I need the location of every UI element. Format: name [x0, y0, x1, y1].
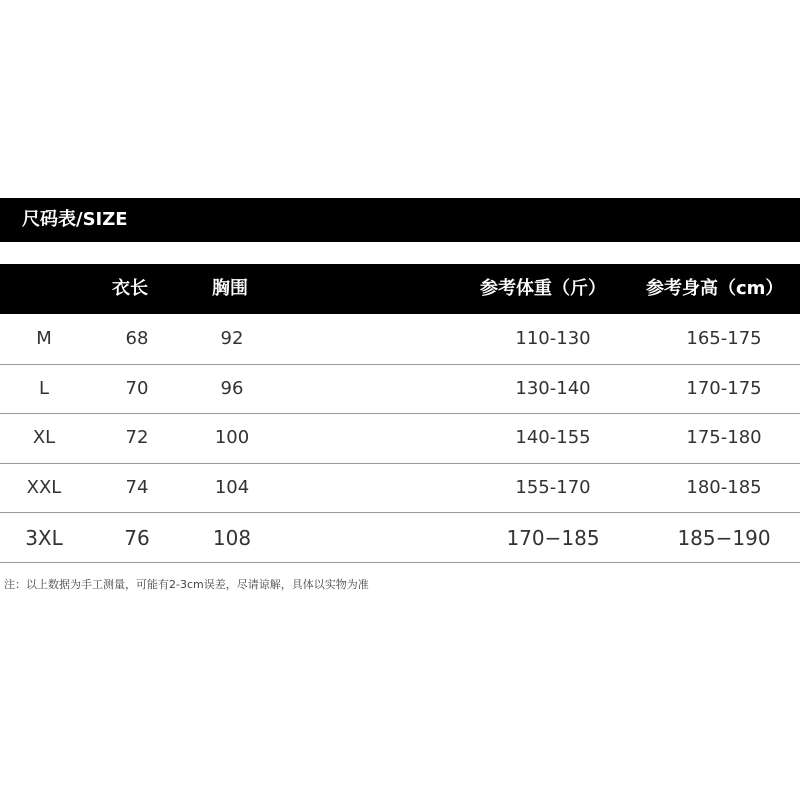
size-cell: M [36, 328, 52, 349]
length-cell: 76 [124, 526, 150, 550]
table-row [0, 514, 800, 562]
chest-cell: 96 [220, 378, 244, 399]
weight-cell: 170−185 [506, 526, 600, 550]
size-cell: XL [32, 427, 56, 448]
row-divider [0, 562, 800, 563]
measurement-note: 注：以上数据为手工测量，可能有2-3cm误差，尽请谅解，具体以实物为准 [4, 578, 369, 591]
row-divider [0, 512, 800, 513]
table-row [0, 464, 800, 512]
weight-cell: 110-130 [515, 328, 591, 349]
table-row [0, 315, 800, 363]
header-ref-height: 参考身高（cm） [646, 278, 784, 299]
table-row [0, 414, 800, 462]
length-cell: 68 [125, 328, 149, 349]
header-length: 衣长 [112, 278, 148, 299]
length-cell: 70 [125, 378, 149, 399]
size-chart-title-bar [0, 198, 800, 242]
chest-cell: 92 [220, 328, 244, 349]
size-cell: L [38, 378, 50, 399]
height-cell: 170-175 [686, 378, 762, 399]
table-row [0, 365, 800, 413]
header-chest: 胸围 [212, 278, 248, 299]
header-ref-weight: 参考体重（斤） [480, 278, 606, 299]
size-cell: XXL [26, 477, 62, 498]
chest-cell: 108 [212, 526, 252, 550]
height-cell: 185−190 [677, 526, 771, 550]
length-cell: 74 [125, 477, 149, 498]
size-cell: 3XL [25, 526, 63, 550]
height-cell: 165-175 [686, 328, 762, 349]
height-cell: 175-180 [686, 427, 762, 448]
chest-cell: 104 [214, 477, 250, 498]
table-header-row [0, 264, 800, 314]
size-chart-title: 尺码表/SIZE [22, 209, 128, 230]
height-cell: 180-185 [686, 477, 762, 498]
weight-cell: 130-140 [515, 378, 591, 399]
length-cell: 72 [125, 427, 149, 448]
weight-cell: 140-155 [515, 427, 591, 448]
chest-cell: 100 [214, 427, 250, 448]
weight-cell: 155-170 [515, 477, 591, 498]
